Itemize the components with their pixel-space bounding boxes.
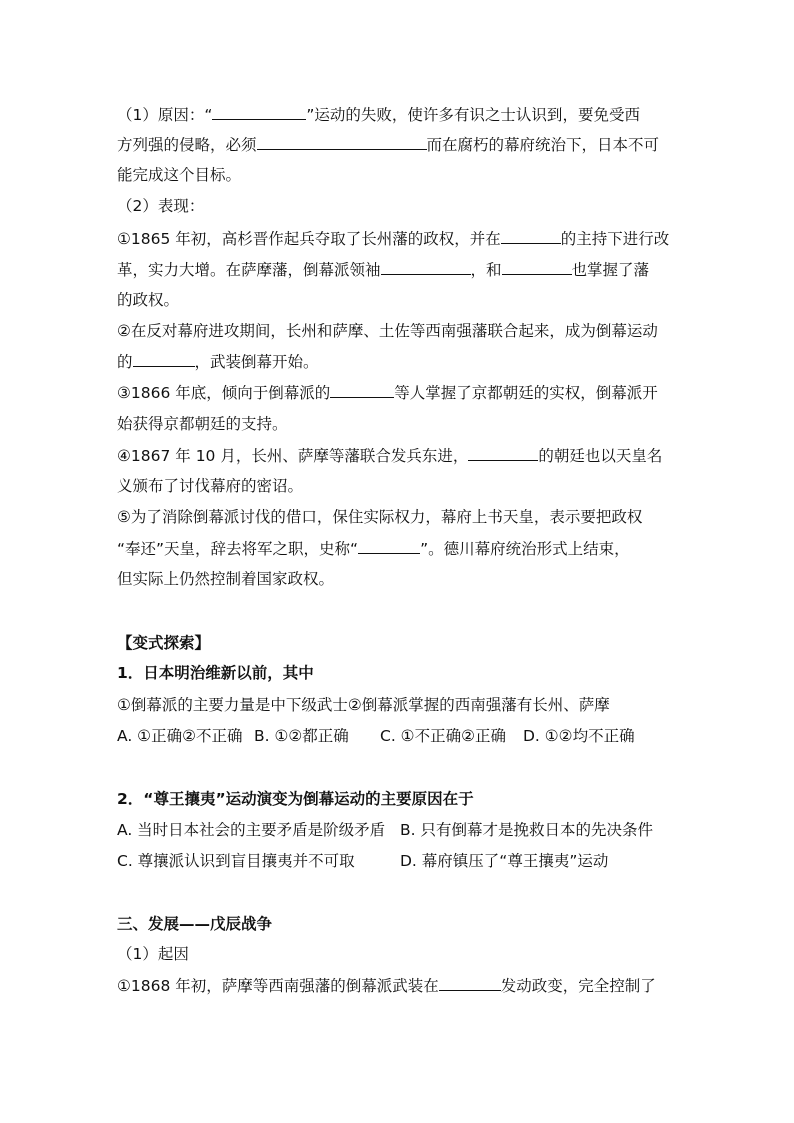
text: ，和 [470,261,502,279]
text-line [117,538,630,559]
text: ”运动的失败，使许多有识之士认识到，要免受西 [306,106,640,124]
text-line: 的政权。 [117,291,180,309]
question-stem: 2．“尊王攘夷”运动演变为倒幕运动的主要原因在于 [117,790,474,808]
sub-heading: （1）起因 [117,945,189,963]
text-line [117,445,662,466]
answer-blank [257,134,427,150]
text-line: ②在反对幕府进攻期间，长州和萨摩、土佐等西南强藩联合起来，成为倒幕运动 [117,322,658,340]
answer-blank [358,538,420,554]
answer-blank [330,382,394,398]
answer-blank [501,228,561,244]
option-c[interactable]: C. ①不正确②正确 [380,727,506,745]
text: 的朝廷也以天皇名 [538,447,663,465]
text-line: 能完成这个目标。 [117,166,242,184]
text: ”。德川幕府统治形式上结束， [420,540,630,558]
text: ①1868 年初，萨摩等西南强藩的倒幕派武装在 [117,977,439,995]
question-statements: ①倒幕派的主要力量是中下级武士②倒幕派掌握的西南强藩有长州、萨摩 [117,696,610,714]
answer-blank [381,259,471,275]
text: 等人掌握了京都朝廷的实权，倒幕派开 [394,384,658,402]
text-line: （2）表现： [117,197,205,215]
text-line [117,228,669,249]
options-row [117,726,635,746]
text: ④1867 年 10 月，长州、萨摩等藩联合发兵东进， [117,447,469,465]
answer-blank [212,104,306,120]
text-line: 但实际上仍然控制着国家政权。 [117,570,335,588]
option-a[interactable]: A. ①正确②不正确 [117,727,243,745]
text: （1）原因：“ [117,106,213,124]
text: 的主持下进行改 [560,230,670,248]
text: ，武装倒幕开始。 [194,353,319,371]
text: 也掌握了藩 [571,261,650,279]
text-line [117,975,656,996]
option-b[interactable]: B. 只有倒幕才是挽救日本的先决条件 [400,821,653,839]
option-a[interactable]: A. 当时日本社会的主要矛盾是阶级矛盾 [117,821,386,839]
option-d[interactable]: D. 幕府镇压了“尊王攘夷”运动 [400,852,609,870]
section-heading: 【变式探索】 [117,634,211,652]
options-row [117,851,608,871]
text-line [117,351,319,372]
text-line [117,104,640,125]
options-row [117,820,653,840]
text: ③1866 年底，倾向于倒幕派的 [117,384,331,402]
answer-blank [133,351,195,367]
text: “奉还”天皇，辞去将军之职，史称“ [117,540,359,558]
text: ①1865 年初，高杉晋作起兵夺取了长州藩的政权，并在 [117,230,501,248]
text-line: ⑤为了消除倒幕派讨伐的借口，保住实际权力，幕府上书天皇，表示要把政权 [117,508,643,526]
answer-blank [468,445,538,461]
section-heading: 三、发展——戊辰战争 [117,915,273,933]
text: 而在腐朽的幕府统治下，日本不可 [426,136,660,154]
answer-blank [502,259,572,275]
text-line: 始获得京都朝廷的支持。 [117,415,288,433]
text-line: 义颁布了讨伐幕府的密诏。 [117,477,304,495]
answer-blank [439,975,501,991]
question-stem: 1．日本明治维新以前，其中 [117,664,314,682]
text-line [117,134,659,155]
option-b[interactable]: B. ①②都正确 [254,727,349,745]
option-d[interactable]: D. ①②均不正确 [523,727,635,745]
text: 发动政变，完全控制了 [500,977,656,995]
text: 的 [117,353,133,371]
text-line [117,259,649,280]
text: 方列强的侵略，必须 [117,136,257,154]
text: 革，实力大增。在萨摩藩，倒幕派领袖 [117,261,381,279]
text-line [117,382,658,403]
option-c[interactable]: C. 尊攘派认识到盲目攘夷并不可取 [117,852,355,870]
